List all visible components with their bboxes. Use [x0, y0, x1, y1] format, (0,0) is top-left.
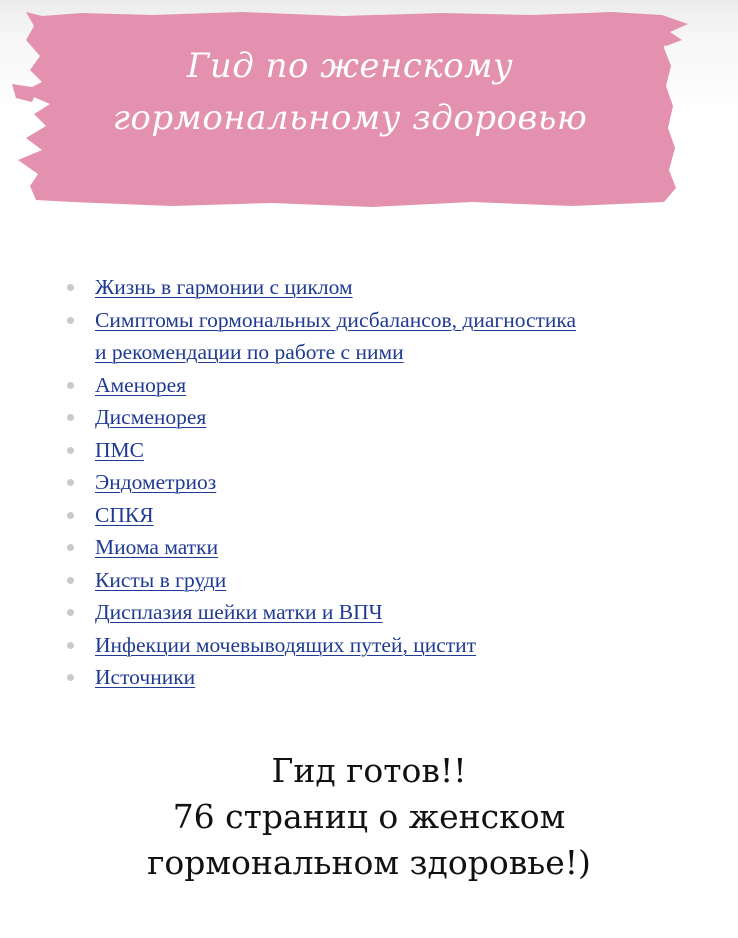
toc-link-symptoms-line-1: Симптомы гормональных дисбалансов, диагностика [95, 307, 577, 332]
bullet-dot-icon [67, 577, 74, 584]
bullet-dot-icon [67, 642, 74, 649]
toc-item [64, 661, 724, 694]
toc-link-symptoms-line-2: и рекомендации по работе с ними [95, 340, 404, 364]
bullet-dot-icon [67, 284, 74, 291]
announcement-caption [0, 748, 738, 886]
toc-link-endometriosis[interactable]: Эндометриоз [95, 470, 217, 494]
toc-item [64, 369, 724, 402]
toc-item [64, 434, 724, 467]
toc-link-cycle[interactable]: Жизнь в гармонии с циклом [95, 275, 353, 299]
bullet-dot-icon [67, 479, 74, 486]
toc-link-breast-cysts[interactable]: Кисты в груди [95, 567, 227, 592]
bullet-dot-icon [67, 512, 74, 519]
guide-title [12, 40, 688, 144]
table-of-contents [64, 271, 724, 694]
toc-link-symptoms[interactable] [95, 308, 576, 365]
title-banner [12, 10, 688, 208]
toc-link-dysmenorrhea[interactable]: Дисменорея [95, 405, 207, 429]
bullet-dot-icon [67, 317, 74, 324]
bullet-dot-icon [67, 674, 74, 681]
toc-item [64, 531, 724, 564]
toc-link-amenorrhea[interactable]: Аменорея [95, 372, 187, 397]
toc-link-uti[interactable]: Инфекции мочевыводящих путей, цистит [95, 632, 477, 657]
toc-link-dysplasia[interactable]: Дисплазия шейки матки и ВПЧ [95, 600, 383, 624]
toc-link-sources[interactable]: Источники [95, 665, 196, 689]
caption-line-2: 76 страниц о женском [172, 797, 566, 836]
toc-item [64, 271, 724, 304]
bullet-dot-icon [67, 382, 74, 389]
toc-item [64, 596, 724, 629]
caption-line-3: гормональном здоровье!) [147, 843, 591, 882]
bullet-dot-icon [67, 414, 74, 421]
toc-item [64, 629, 724, 662]
toc-item [64, 499, 724, 532]
toc-item [64, 466, 724, 499]
toc-item [64, 304, 724, 369]
toc-link-fibroids[interactable]: Миома матки [95, 535, 219, 559]
toc-link-pcos[interactable]: СПКЯ [95, 502, 154, 527]
bullet-dot-icon [67, 609, 74, 616]
guide-title-line-2: гормональному здоровью [112, 98, 588, 138]
toc-item [64, 401, 724, 434]
bullet-dot-icon [67, 544, 74, 551]
toc-item [64, 564, 724, 597]
guide-title-line-1: Гид по женскому [186, 46, 514, 86]
bullet-dot-icon [67, 447, 74, 454]
toc-link-pms[interactable]: ПМС [95, 437, 144, 462]
caption-line-1: Гид готов!! [271, 751, 467, 790]
